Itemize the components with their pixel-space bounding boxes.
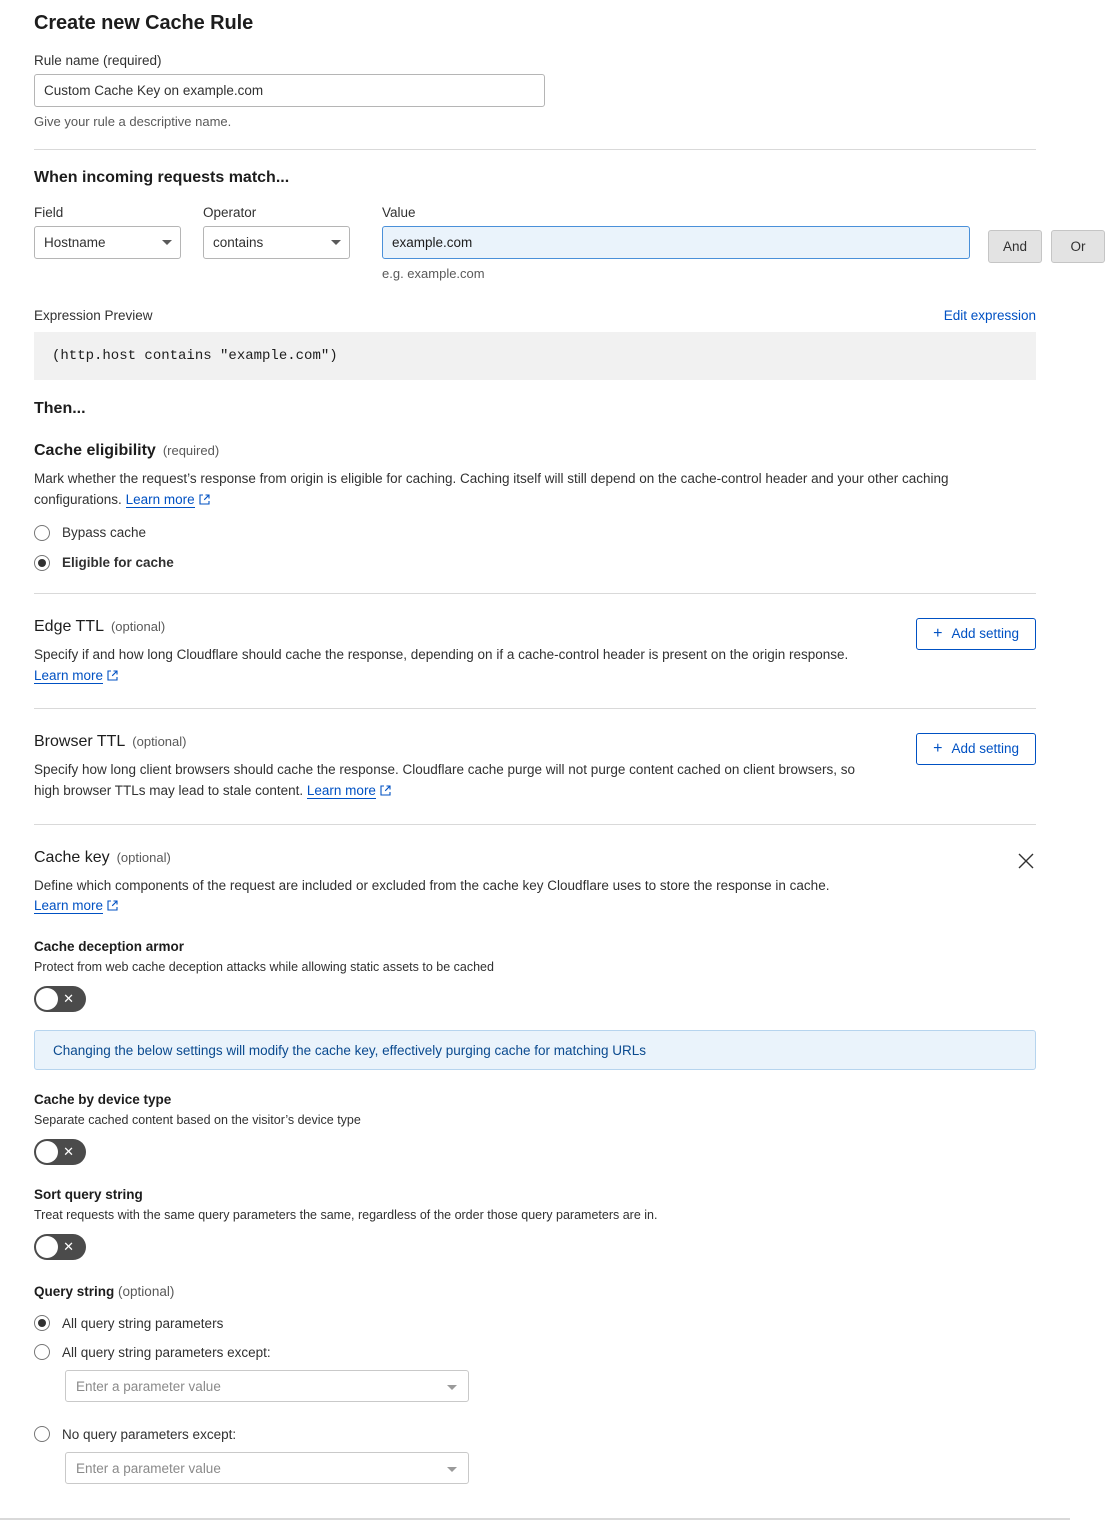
cache-key-notice: Changing the below settings will modify the cache key, effectively purging cache for matching URLs [34,1030,1036,1070]
cache-eligibility-description-text: Mark whether the request’s response from origin is eligible for caching. Caching itself will still depend on the cache-control header and your other caching configurations. [34,471,949,507]
cache-eligibility-header [34,442,1036,460]
radio-bypass-cache[interactable] [34,525,1036,541]
or-button[interactable]: Or [1051,230,1105,263]
cache-key-learn-more-link[interactable]: Learn more [34,898,104,914]
expression-preview-box: (http.host contains "example.com") [34,332,1036,380]
browser-ttl-description [34,760,874,802]
browser-ttl-header [34,733,874,751]
close-icon[interactable] [1016,851,1036,871]
browser-ttl-learn-more-link[interactable]: Learn more [306,782,376,798]
toggle-off-icon: ✕ [63,1239,74,1255]
cache-eligibility-learn-more-link[interactable]: Learn more [125,491,195,507]
edge-ttl-learn-more-link[interactable]: Learn more [34,667,104,683]
toggle-off-icon: ✕ [63,991,74,1007]
field-select[interactable] [34,226,181,259]
cache-key-header [34,849,829,867]
toggle-knob [36,1141,58,1163]
logic-buttons [988,205,1105,263]
all-except-parameter-placeholder: Enter a parameter value [76,1378,221,1394]
toggle-off-icon: ✕ [63,1144,74,1160]
browser-ttl-add-setting-label: Add setting [951,741,1019,757]
edge-ttl-add-setting-label: Add setting [951,626,1019,642]
external-link-icon [380,785,391,796]
toggle-knob [36,988,58,1010]
cache-eligibility-required: (required) [162,443,220,458]
radio-eligible-for-cache-input[interactable] [34,555,50,571]
sort-query-string-title: Sort query string [34,1187,143,1203]
radio-eligible-for-cache-label: Eligible for cache [62,555,174,571]
rule-name-label: Rule name (required) [34,53,162,68]
query-string-title: Query string [34,1284,115,1300]
plus-icon: + [933,739,943,757]
sort-query-string-description: Treat requests with the same query parameters the same, regardless of the order those query parameters are in. [34,1208,658,1223]
toggle-knob [36,1236,58,1258]
cache-key-optional: (optional) [116,849,171,865]
expression-header [34,308,1036,323]
operator-column [203,205,350,259]
cache-deception-armor-title: Cache deception armor [34,939,185,955]
all-except-parameter-input[interactable] [65,1370,469,1402]
radio-none-except[interactable] [34,1426,1036,1442]
radio-all-query-string-parameters-input[interactable] [34,1315,50,1331]
external-link-icon [107,900,118,911]
match-section-title: When incoming requests match... [34,169,290,186]
chevron-down-icon [447,1467,457,1472]
edge-ttl-add-setting-button[interactable] [916,618,1036,650]
radio-all-except-input[interactable] [34,1344,50,1360]
divider-1 [34,149,1036,150]
value-label: Value [382,205,416,220]
rule-name-input[interactable] [34,74,545,107]
then-section-title: Then... [34,400,86,417]
browser-ttl-section [34,709,1036,802]
radio-bypass-cache-input[interactable] [34,525,50,541]
edge-ttl-description-text: Specify if and how long Cloudflare should cache the response, depending on if a cache-control header is present on the origin response. [34,646,849,662]
radio-eligible-for-cache[interactable] [34,555,1036,571]
plus-icon: + [933,624,943,642]
radio-all-query-string-parameters[interactable] [34,1315,1036,1331]
radio-none-except-label: No query parameters except: [62,1426,237,1442]
cache-by-device-type-description: Separate cached content based on the visitor’s device type [34,1113,361,1128]
cache-key-section [34,825,1036,918]
value-input[interactable] [382,226,970,259]
operator-label: Operator [203,205,257,220]
none-except-parameter-placeholder: Enter a parameter value [76,1460,221,1476]
cache-key-description [34,876,829,918]
browser-ttl-add-setting-button[interactable] [916,733,1036,765]
value-hint: e.g. example.com [382,266,485,281]
cache-eligibility-description [34,469,1034,511]
edge-ttl-title: Edge TTL [34,617,104,635]
rule-name-hint: Give your rule a descriptive name. [34,114,232,129]
cache-key-title: Cache key [34,848,110,866]
browser-ttl-optional: (optional) [132,733,187,749]
edge-ttl-section [34,594,1036,687]
cache-deception-armor-description: Protect from web cache deception attacks while allowing static assets to be cached [34,960,494,975]
page-title: Create new Cache Rule [34,12,254,34]
chevron-down-icon [447,1385,457,1390]
radio-all-query-string-parameters-label: All query string parameters [62,1315,224,1331]
external-link-icon [107,670,118,681]
operator-select[interactable] [203,226,350,259]
cache-key-description-text: Define which components of the request are included or excluded from the cache key Cloudflare uses to store the response in cache. [34,877,830,893]
field-column [34,205,181,259]
cache-by-device-type-toggle[interactable] [34,1139,86,1165]
external-link-icon [199,494,210,505]
query-string-optional: (optional) [118,1284,175,1300]
edge-ttl-description [34,645,874,687]
and-button[interactable]: And [988,230,1042,263]
edit-expression-link[interactable]: Edit expression [943,308,1036,323]
value-column [382,205,970,281]
none-except-parameter-input[interactable] [65,1452,469,1484]
query-string-header [34,1284,1036,1299]
cache-by-device-type-title: Cache by device type [34,1092,172,1108]
edge-ttl-header [34,618,874,636]
cache-eligibility-title: Cache eligibility [34,442,156,459]
radio-none-except-input[interactable] [34,1426,50,1442]
match-row [34,205,1086,281]
radio-bypass-cache-label: Bypass cache [62,525,147,541]
radio-all-except-label: All query string parameters except: [62,1344,271,1360]
sort-query-string-toggle[interactable] [34,1234,86,1260]
expression-preview-label: Expression Preview [34,308,153,323]
cache-deception-armor-toggle[interactable] [34,986,86,1012]
browser-ttl-title: Browser TTL [34,732,126,750]
field-label: Field [34,205,64,220]
edge-ttl-optional: (optional) [110,618,166,634]
browser-ttl-description-text: Specify how long client browsers should cache the response. Cloudflare cache purge will not purge content cached on client browsers, so high browser TTLs may lead to stale content. [34,761,855,798]
radio-all-except[interactable] [34,1344,1036,1360]
